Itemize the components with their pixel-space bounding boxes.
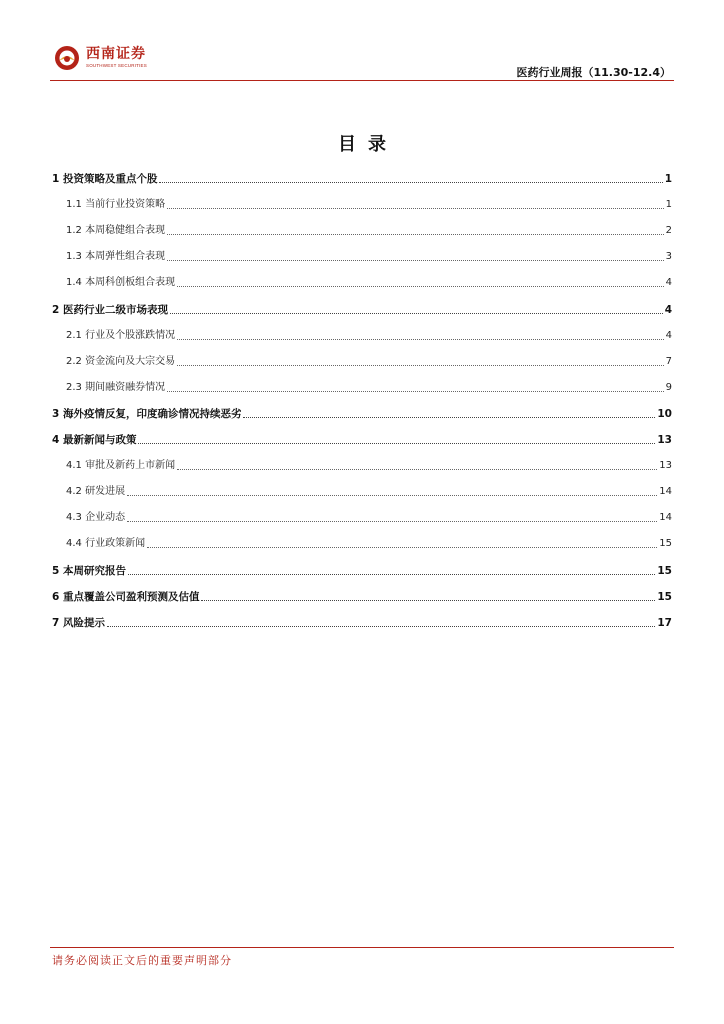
toc-entry-label: 7 风险提示 [52, 616, 105, 629]
toc-entry-section[interactable] [52, 429, 672, 447]
header-divider [50, 80, 674, 81]
toc-dot-leader [167, 234, 664, 235]
toc-entry-page-number: 3 [665, 251, 672, 263]
toc-entry-page-number: 10 [657, 407, 672, 420]
toc-entry-page-number: 14 [659, 486, 672, 498]
footer-divider [50, 947, 674, 948]
disclaimer-note: 请务必阅读正文后的重要声明部分 [52, 954, 232, 967]
toc-dot-leader [127, 495, 657, 496]
toc-entry-page-number: 4 [664, 303, 672, 316]
toc-entry-page-number: 15 [657, 564, 672, 577]
toc-entry-label: 4 最新新闻与政策 [52, 434, 137, 446]
toc-entry-section[interactable] [52, 612, 672, 630]
toc-entry-label: 1 投资策略及重点个股 [52, 173, 158, 185]
toc-entry-label: 1.3 本周弹性组合表现 [66, 251, 166, 263]
toc-entry-subsection[interactable] [66, 194, 672, 212]
toc-entry-label: 1.2 本周稳健组合表现 [66, 225, 166, 237]
toc-dot-leader [201, 600, 655, 601]
toc-entry-label: 4.3 企业动态 [66, 512, 126, 524]
toc-entry-label: 1.4 本周科创板组合表现 [66, 277, 176, 289]
toc-entry-page-number: 17 [657, 616, 672, 629]
toc-entry-label: 4.1 审批及新药上市新闻 [66, 460, 176, 472]
logo-mark-icon [54, 45, 80, 71]
toc-entry-label: 3 海外疫情反复，印度确诊情况持续恶劣 [52, 407, 242, 420]
toc-entry-label: 2.3 期间融资融券情况 [66, 381, 166, 393]
toc-entry-section[interactable] [52, 586, 672, 604]
toc-entry-subsection[interactable] [66, 220, 672, 238]
toc-entry-subsection[interactable] [66, 455, 672, 473]
toc-entry-label: 2 医药行业二级市场表现 [52, 303, 168, 316]
toc-dot-leader [128, 574, 655, 575]
toc-entry-subsection[interactable] [66, 481, 672, 499]
toc-entry-page-number: 1 [665, 199, 672, 211]
toc-entry-label: 5 本周研究报告 [52, 564, 126, 577]
toc-entry-page-number: 13 [657, 434, 672, 446]
toc-entry-label: 4.2 研发进展 [66, 486, 126, 498]
toc-dot-leader [243, 417, 655, 418]
toc-entry-label: 2.2 资金流向及大宗交易 [66, 355, 176, 367]
toc-entry-label: 2.1 行业及个股涨跌情况 [66, 329, 176, 341]
toc-entry-page-number: 4 [665, 277, 672, 289]
toc-entry-subsection[interactable] [66, 377, 672, 395]
toc-dot-leader [177, 469, 657, 470]
toc-entry-subsection[interactable] [66, 325, 672, 343]
toc-entry-section[interactable] [52, 403, 672, 421]
toc-dot-leader [177, 286, 664, 287]
toc-dot-leader [107, 626, 655, 627]
logo-english-name: SOUTHWEST SECURITIES [86, 63, 147, 68]
toc-entry-label: 1.1 当前行业投资策略 [66, 199, 166, 211]
report-title: 医药行业周报（11.30-12.4） [516, 66, 671, 79]
toc-dot-leader [167, 260, 664, 261]
toc-entry-section[interactable] [52, 299, 672, 317]
toc-dot-leader [177, 365, 664, 366]
toc-entry-page-number: 15 [659, 538, 672, 550]
toc-entry-page-number: 4 [665, 329, 672, 341]
toc-entry-subsection[interactable] [66, 246, 672, 264]
toc-entry-page-number: 1 [664, 173, 672, 185]
toc-entry-page-number: 7 [665, 355, 672, 367]
toc-dot-leader [127, 521, 657, 522]
toc-entry-page-number: 9 [665, 381, 672, 393]
toc-entry-page-number: 15 [657, 590, 672, 603]
toc-dot-leader [167, 391, 664, 392]
toc-entry-section[interactable] [52, 168, 672, 186]
toc-dot-leader [170, 313, 663, 314]
page-header [0, 0, 724, 84]
toc-dot-leader [177, 339, 664, 340]
toc-dot-leader [147, 547, 657, 548]
toc-entry-section[interactable] [52, 560, 672, 578]
toc-entry-subsection[interactable] [66, 533, 672, 551]
toc-entry-label: 6 重点覆盖公司盈利预测及估值 [52, 590, 200, 603]
company-logo [54, 41, 147, 75]
logo-chinese-name: 西南证券 [86, 46, 146, 62]
toc-entry-page-number: 2 [665, 225, 672, 237]
toc-entry-page-number: 13 [659, 460, 672, 472]
toc-dot-leader [138, 443, 655, 444]
toc-entry-label: 4.4 行业政策新闻 [66, 538, 146, 550]
toc-title: 目录 [338, 134, 398, 155]
toc-dot-leader [167, 208, 664, 209]
toc-entry-subsection[interactable] [66, 351, 672, 369]
toc-dot-leader [159, 182, 662, 183]
toc-entry-subsection[interactable] [66, 507, 672, 525]
toc-entry-subsection[interactable] [66, 272, 672, 290]
toc-entry-page-number: 14 [659, 512, 672, 524]
